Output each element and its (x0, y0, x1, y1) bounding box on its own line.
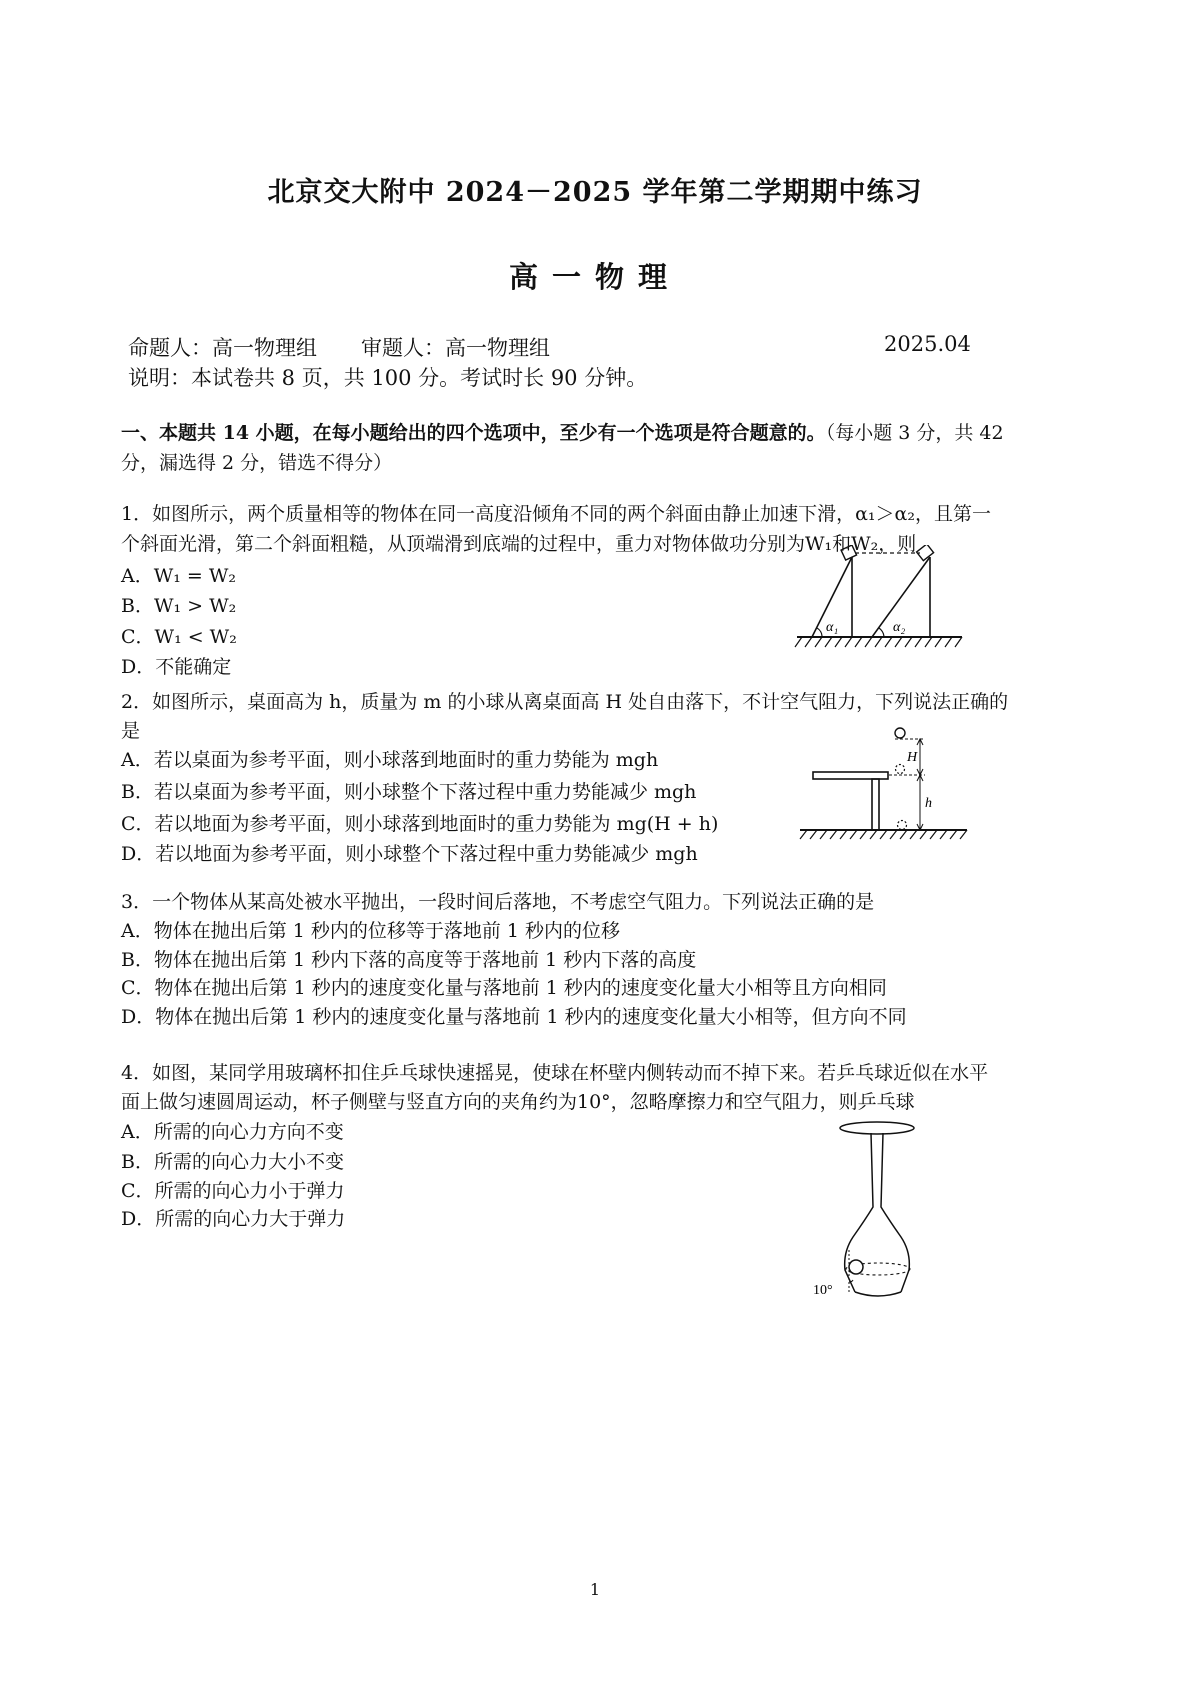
exam-author: 命题人：高一物理组 (128, 336, 317, 360)
q1-stem-line1: 1．如图所示，两个质量相等的物体在同一高度沿倾角不同的两个斜面由静止加速下滑，α₁＞α₂，且第一 (121, 503, 991, 525)
q3-option-d: D．物体在抛出后第 1 秒内的速度变化量与落地前 1 秒内的速度变化量大小相等，但方向不同 (121, 1006, 907, 1028)
q3-stem: 3．一个物体从某高处被水平抛出，一段时间后落地，不考虑空气阻力。下列说法正确的是 (121, 891, 875, 913)
q2-stem-line2: 是 (121, 720, 141, 742)
q1-label-alpha1: α₁ (826, 620, 839, 635)
q1-inclines-figure (792, 545, 977, 653)
q4-option-c: C．所需的向心力小于弹力 (121, 1180, 345, 1202)
q4-glass-figure (805, 1112, 930, 1312)
q1-option-a: A．W₁ = W₂ (121, 565, 237, 587)
exam-reviewer: 审题人：高一物理组 (361, 336, 550, 360)
q2-option-d: D．若以地面为参考平面，则小球整个下落过程中重力势能减少 mgh (121, 843, 698, 865)
q4-option-d: D．所需的向心力大于弹力 (121, 1208, 346, 1230)
q2-stem-line1: 2．如图所示，桌面高为 h，质量为 m 的小球从离桌面高 H 处自由落下，不计空气阻力，下列说法正确的 (121, 691, 1009, 713)
section-scoring-a: （每小题 3 分，共 42 (825, 422, 1004, 444)
q4-option-b: B．所需的向心力大小不变 (121, 1151, 344, 1173)
q1-option-b: B．W₁ > W₂ (121, 595, 237, 617)
q3-option-b: B．物体在抛出后第 1 秒内下落的高度等于落地前 1 秒内下落的高度 (121, 949, 697, 971)
q3-option-c: C．物体在抛出后第 1 秒内的速度变化量与落地前 1 秒内的速度变化量大小相等且方向相同 (121, 977, 887, 999)
q4-stem-line2: 面上做匀速圆周运动，杯子侧壁与竖直方向的夹角约为10°，忽略摩擦力和空气阻力，则乒乓球 (121, 1091, 915, 1113)
q2-label-H: H (907, 750, 918, 765)
section-heading-text: 一、本题共 14 小题，在每小题给出的四个选项中，至少有一个选项是符合题意的。 (121, 422, 826, 444)
q2-option-c: C．若以地面为参考平面，则小球落到地面时的重力势能为 mg(H + h) (121, 813, 719, 835)
q4-option-a: A．所需的向心力方向不变 (121, 1121, 344, 1143)
section-scoring-b: 分，漏选得 2 分，错选不得分） (121, 452, 393, 474)
exam-note: 说明：本试卷共 8 页，共 100 分。考试时长 90 分钟。 (128, 366, 648, 390)
q3-option-a: A．物体在抛出后第 1 秒内的位移等于落地前 1 秒内的位移 (121, 920, 621, 942)
q2-option-a: A．若以桌面为参考平面，则小球落到地面时的重力势能为 mgh (121, 749, 659, 771)
exam-date: 2025.04 (884, 332, 971, 356)
q1-option-d: D．不能确定 (121, 656, 232, 678)
q2-table-ball-figure (795, 725, 970, 840)
q2-option-b: B．若以桌面为参考平面，则小球整个下落过程中重力势能减少 mgh (121, 781, 697, 803)
q1-label-alpha2: α₂ (893, 620, 906, 635)
q1-option-c: C．W₁ < W₂ (121, 626, 237, 648)
page-number: 1 (589, 1580, 601, 1599)
q4-label-angle: 10° (813, 1283, 833, 1298)
section-heading (121, 418, 1004, 445)
q4-stem-line1: 4．如图，某同学用玻璃杯扣住乒乓球快速摇晃，使球在杯壁内侧转动而不掉下来。若乒乓球近似在水平 (121, 1062, 989, 1084)
q2-label-h: h (925, 796, 932, 811)
exam-title: 北京交大附中 2024－2025 学年第二学期期中练习 (267, 177, 923, 208)
q1-stem-line2: 个斜面光滑，第二个斜面粗糙，从顶端滑到底端的过程中，重力对物体做功分别为W₁和W₂，则 (121, 533, 917, 555)
exam-subject: 高一物理 (508, 260, 681, 294)
